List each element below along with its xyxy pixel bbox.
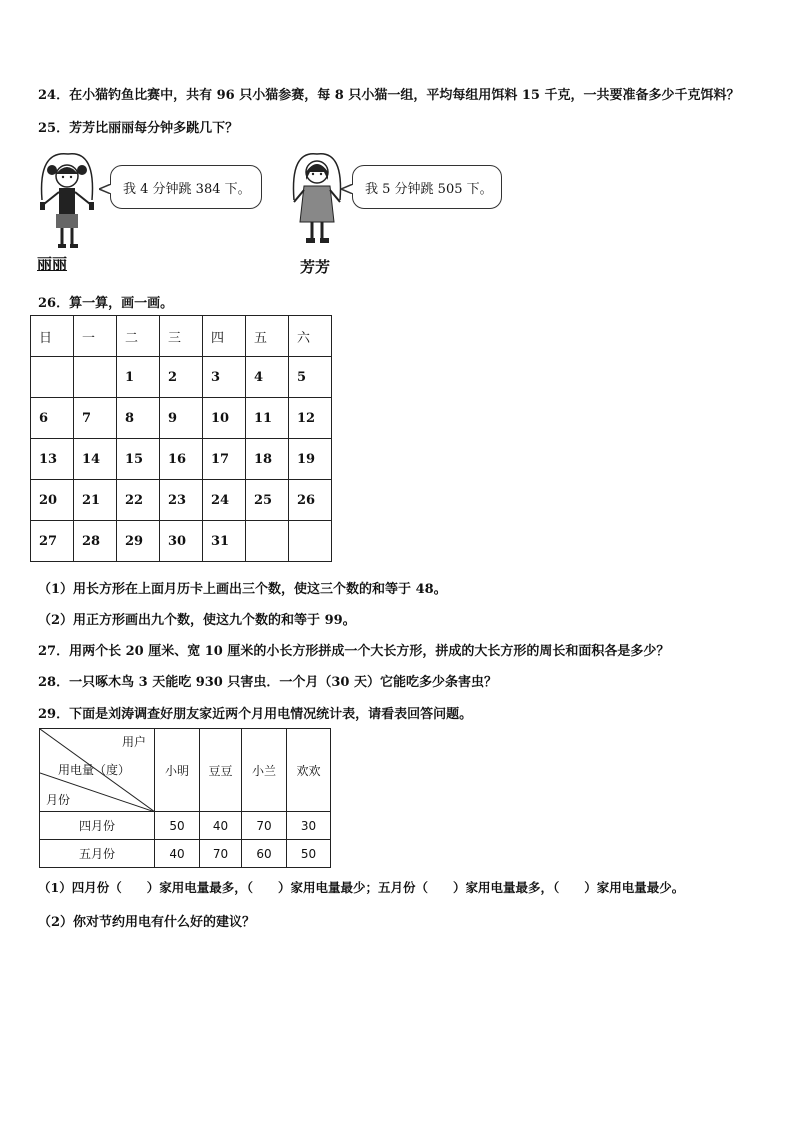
elec-value-cell: 30 bbox=[287, 812, 331, 840]
elec-value-cell: 60 bbox=[242, 840, 287, 868]
calendar-header-cell: 一 bbox=[74, 316, 117, 357]
calendar-day-cell: 12 bbox=[289, 398, 332, 439]
lili-bubble-text: 我 4 分钟跳 384 下。 bbox=[123, 181, 251, 197]
elec-value-cell: 50 bbox=[155, 812, 200, 840]
calendar-day-cell: 8 bbox=[117, 398, 160, 439]
elec-data-row bbox=[40, 840, 331, 868]
calendar-day-cell: 10 bbox=[203, 398, 246, 439]
calendar-day-cell: 20 bbox=[31, 480, 74, 521]
calendar-day-cell: 27 bbox=[31, 521, 74, 562]
calendar-day-cell: 23 bbox=[160, 480, 203, 521]
calendar-day-cell: 15 bbox=[117, 439, 160, 480]
lili-speech-bubble bbox=[110, 165, 262, 209]
calendar-day-cell: 28 bbox=[74, 521, 117, 562]
question-26: 26．算一算，画一画。 bbox=[38, 296, 174, 311]
calendar-day-cell: 4 bbox=[246, 357, 289, 398]
elec-month-cell: 五月份 bbox=[40, 840, 155, 868]
calendar-week-row bbox=[31, 357, 332, 398]
calendar-day-cell: 6 bbox=[31, 398, 74, 439]
calendar-week-row bbox=[31, 480, 332, 521]
elec-value-cell: 50 bbox=[287, 840, 331, 868]
calendar-day-cell: 3 bbox=[203, 357, 246, 398]
calendar-day-cell: 2 bbox=[160, 357, 203, 398]
calendar-day-cell: 5 bbox=[289, 357, 332, 398]
corner-amount-label: 用电量（度） bbox=[58, 763, 131, 777]
lili-jump-rope-illustration bbox=[34, 148, 100, 258]
calendar-day-cell: 19 bbox=[289, 439, 332, 480]
calendar-day-cell: 7 bbox=[74, 398, 117, 439]
calendar-day-cell: 22 bbox=[117, 480, 160, 521]
calendar-header-cell: 六 bbox=[289, 316, 332, 357]
elec-user-header: 欢欢 bbox=[287, 729, 331, 812]
fangfang-speech-bubble bbox=[352, 165, 502, 209]
calendar-header-cell: 四 bbox=[203, 316, 246, 357]
calendar-day-cell: 21 bbox=[74, 480, 117, 521]
calendar-day-cell bbox=[246, 521, 289, 562]
calendar-day-cell: 16 bbox=[160, 439, 203, 480]
question-29: 29．下面是刘涛调查好朋友家近两个月用电情况统计表，请看表回答问题。 bbox=[38, 707, 473, 722]
elec-month-cell: 四月份 bbox=[40, 812, 155, 840]
elec-user-header: 小兰 bbox=[242, 729, 287, 812]
calendar-week-row bbox=[31, 439, 332, 480]
question-29-part-1: （1）四月份（ ）家用电量最多，（ ）家用电量最少；五月份（ ）家用电量最多，（ ）家用电量最少。 bbox=[38, 880, 685, 895]
question-24: 24．在小猫钓鱼比赛中，共有 96 只小猫参赛，每 8 只小猫一组，平均每组用饵料 15 千克，一共要准备多少千克饵料？ bbox=[38, 88, 740, 103]
calendar-day-cell: 30 bbox=[160, 521, 203, 562]
calendar-day-cell: 31 bbox=[203, 521, 246, 562]
calendar-week-row bbox=[31, 521, 332, 562]
elec-value-cell: 70 bbox=[242, 812, 287, 840]
question-26-part-2: （2）用正方形画出九个数，使这九个数的和等于 99。 bbox=[38, 613, 356, 628]
calendar-week-row bbox=[31, 398, 332, 439]
elec-value-cell: 40 bbox=[155, 840, 200, 868]
lili-name: 丽丽 bbox=[37, 255, 68, 273]
fangfang-bubble-text: 我 5 分钟跳 505 下。 bbox=[365, 181, 493, 197]
electricity-usage-table bbox=[39, 728, 331, 868]
calendar-header-cell: 日 bbox=[31, 316, 74, 357]
elec-user-header: 小明 bbox=[155, 729, 200, 812]
calendar-day-cell: 9 bbox=[160, 398, 203, 439]
question-25: 25．芳芳比丽丽每分钟多跳几下？ bbox=[38, 121, 239, 136]
calendar-day-cell bbox=[31, 357, 74, 398]
question-26-part-1: （1）用长方形在上面月历卡上画出三个数，使这三个数的和等于 48。 bbox=[38, 582, 447, 597]
fangfang-jump-rope-illustration bbox=[284, 150, 350, 250]
fangfang-name: 芳芳 bbox=[300, 258, 331, 276]
calendar-day-cell bbox=[289, 521, 332, 562]
calendar-day-cell: 26 bbox=[289, 480, 332, 521]
calendar-header-cell: 五 bbox=[246, 316, 289, 357]
elec-data-row bbox=[40, 812, 331, 840]
calendar-day-cell: 29 bbox=[117, 521, 160, 562]
bubble-tail bbox=[341, 184, 353, 194]
elec-header-row bbox=[40, 729, 331, 812]
calendar-day-cell: 18 bbox=[246, 439, 289, 480]
corner-user-label: 用户 bbox=[122, 735, 147, 749]
calendar-header-cell: 二 bbox=[117, 316, 160, 357]
calendar-day-cell: 11 bbox=[246, 398, 289, 439]
question-28: 28．一只啄木鸟 3 天能吃 930 只害虫．一个月（30 天）它能吃多少条害虫？ bbox=[38, 675, 497, 690]
elec-value-cell: 70 bbox=[200, 840, 242, 868]
calendar-day-cell: 17 bbox=[203, 439, 246, 480]
question-27: 27．用两个长 20 厘米、宽 10 厘米的小长方形拼成一个大长方形，拼成的大长方形的周长和面积各是多少？ bbox=[38, 644, 670, 659]
calendar-day-cell: 13 bbox=[31, 439, 74, 480]
elec-value-cell: 40 bbox=[200, 812, 242, 840]
question-29-part-2: （2）你对节约用电有什么好的建议？ bbox=[38, 915, 256, 930]
calendar-day-cell bbox=[74, 357, 117, 398]
elec-corner-cell bbox=[40, 729, 155, 812]
calendar-day-cell: 24 bbox=[203, 480, 246, 521]
calendar-header-cell: 三 bbox=[160, 316, 203, 357]
calendar-table bbox=[30, 315, 332, 562]
calendar-day-cell: 1 bbox=[117, 357, 160, 398]
corner-month-label: 月份 bbox=[46, 793, 71, 807]
calendar-day-cell: 25 bbox=[246, 480, 289, 521]
elec-user-header: 豆豆 bbox=[200, 729, 242, 812]
calendar-header-row bbox=[31, 316, 332, 357]
calendar-day-cell: 14 bbox=[74, 439, 117, 480]
bubble-tail bbox=[99, 184, 111, 194]
